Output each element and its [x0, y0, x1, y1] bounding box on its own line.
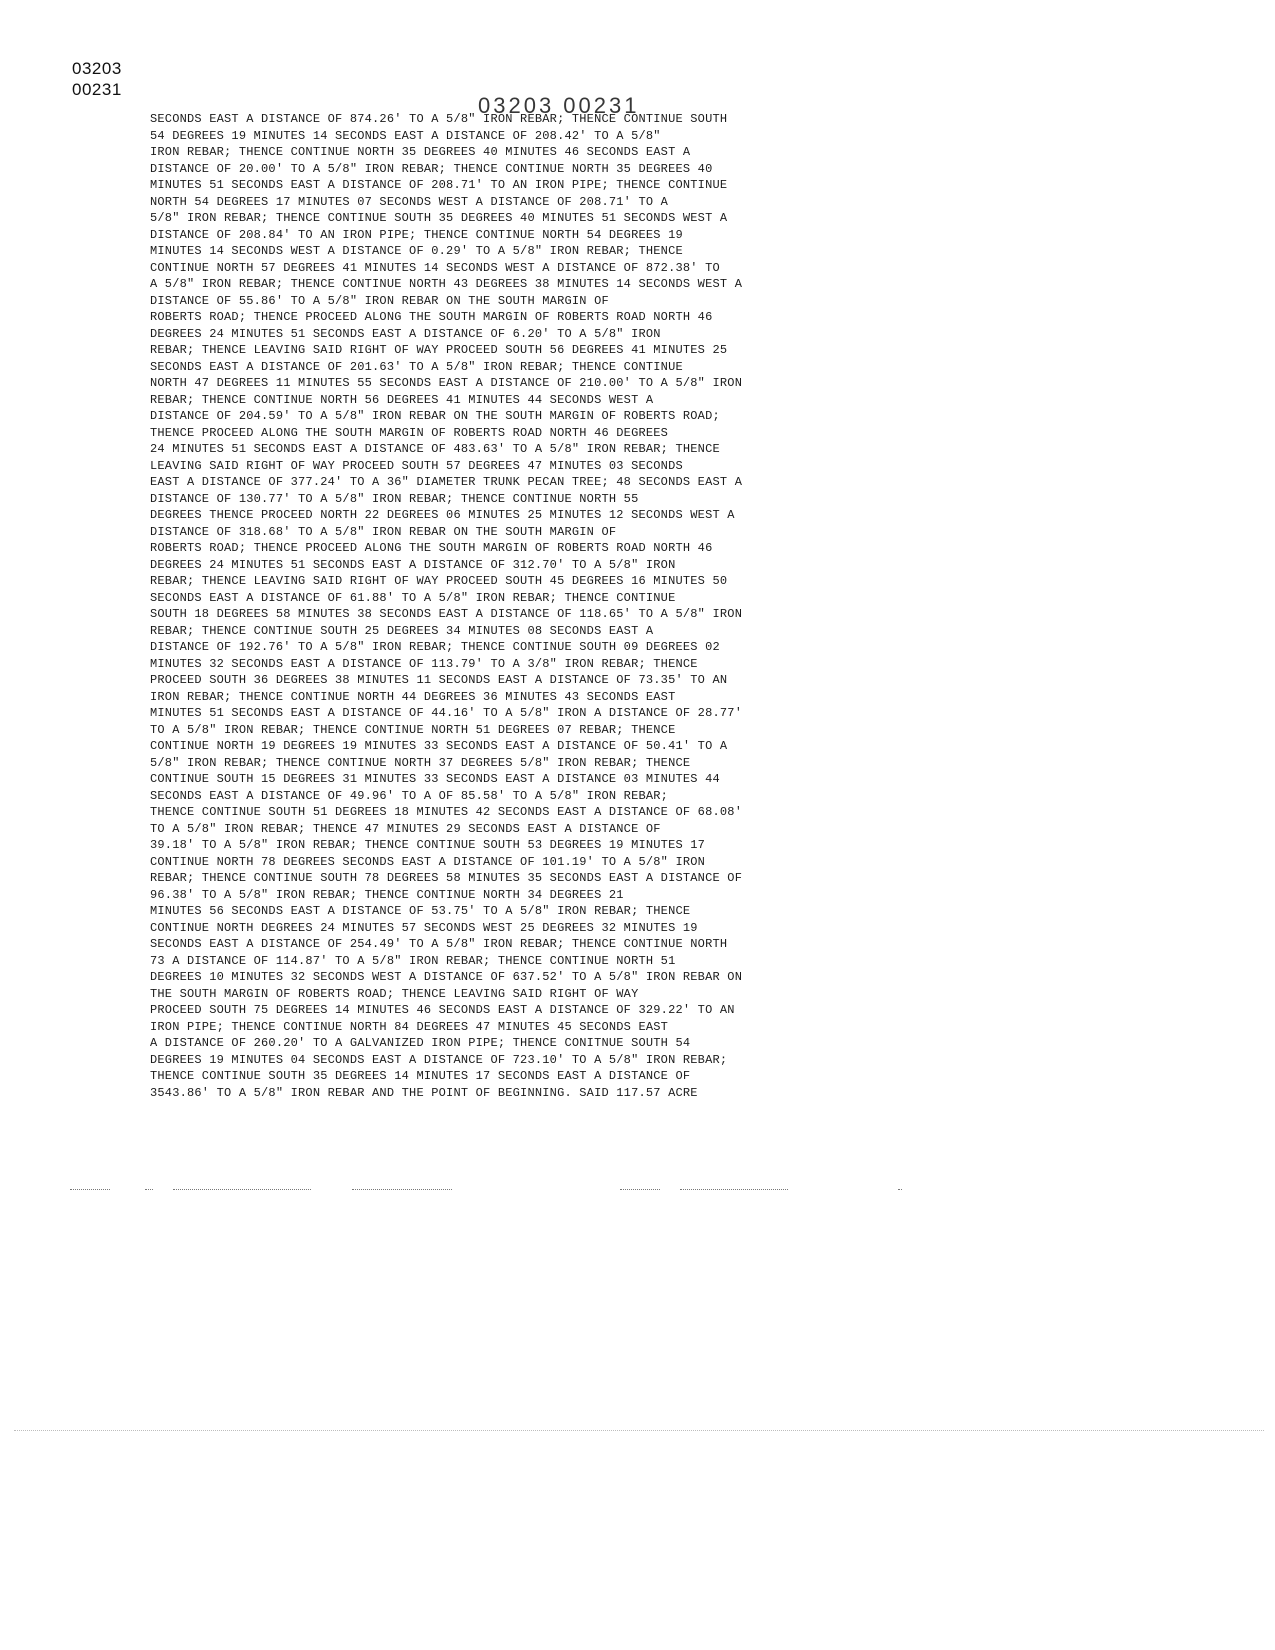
text-line: 24 MINUTES 51 SECONDS EAST A DISTANCE OF 483.63' TO A 5/8" IRON REBAR; THENCE	[150, 442, 720, 456]
text-line: CONTINUE NORTH 19 DEGREES 19 MINUTES 33 SECONDS EAST A DISTANCE OF 50.41' TO A	[150, 739, 728, 753]
text-line: REBAR; THENCE CONTINUE SOUTH 25 DEGREES 34 MINUTES 08 SECONDS EAST A	[150, 623, 654, 638]
text-line: DISTANCE OF 55.86' TO A 5/8" IRON REBAR ON THE SOUTH MARGIN OF	[150, 293, 609, 308]
text-line: DEGREES 24 MINUTES 51 SECONDS EAST A DISTANCE OF 6.20' TO A 5/8" IRON	[150, 326, 661, 341]
text-line: CONTINUE NORTH DEGREES 24 MINUTES 57 SECONDS WEST 25 DEGREES 32 MINUTES 19	[150, 920, 698, 935]
text-line: DEGREES 19 MINUTES 04 SECONDS EAST A DISTANCE OF 723.10' TO A 5/8" IRON REBAR;	[150, 1052, 728, 1067]
text-line: 39.18' TO A 5/8" IRON REBAR; THENCE CONTINUE SOUTH 53 DEGREES 19 MINUTES 17	[150, 838, 706, 852]
scan-dash	[898, 1189, 902, 1190]
text-line: DISTANCE OF 204.59' TO A 5/8" IRON REBAR ON THE SOUTH MARGIN OF ROBERTS ROAD;	[150, 409, 720, 423]
scan-dash	[620, 1189, 660, 1190]
text-line: EAST A DISTANCE OF 377.24' TO A 36" DIAMETER TRUNK PECAN TREE; 48 SECONDS EAST A	[150, 475, 743, 489]
text-line: MINUTES 51 SECONDS EAST A DISTANCE OF 44.16' TO A 5/8" IRON A DISTANCE OF 28.77'	[150, 706, 743, 720]
text-line: TO A 5/8" IRON REBAR; THENCE CONTINUE NORTH 51 DEGREES 07 REBAR; THENCE	[150, 722, 676, 737]
text-line: ROBERTS ROAD; THENCE PROCEED ALONG THE SOUTH MARGIN OF ROBERTS ROAD NORTH 46	[150, 310, 713, 324]
text-line: A DISTANCE OF 260.20' TO A GALVANIZED IRON PIPE; THENCE CONITNUE SOUTH 54	[150, 1036, 691, 1050]
text-line: THENCE CONTINUE SOUTH 51 DEGREES 18 MINUTES 42 SECONDS EAST A DISTANCE OF 68.08'	[150, 805, 743, 819]
text-line: PROCEED SOUTH 75 DEGREES 14 MINUTES 46 SECONDS EAST A DISTANCE OF 329.22' TO AN	[150, 1003, 735, 1017]
text-line: DEGREES 24 MINUTES 51 SECONDS EAST A DISTANCE OF 312.70' TO A 5/8" IRON	[150, 557, 676, 572]
text-line: REBAR; THENCE LEAVING SAID RIGHT OF WAY PROCEED SOUTH 56 DEGREES 41 MINUTES 25	[150, 343, 728, 357]
text-line: DEGREES 10 MINUTES 32 SECONDS WEST A DISTANCE OF 637.52' TO A 5/8" IRON REBAR ON	[150, 970, 743, 984]
text-line: TO A 5/8" IRON REBAR; THENCE 47 MINUTES 29 SECONDS EAST A DISTANCE OF	[150, 821, 661, 836]
text-line: CONTINUE NORTH 57 DEGREES 41 MINUTES 14 SECONDS WEST A DISTANCE OF 872.38' TO	[150, 260, 720, 275]
text-line: THENCE CONTINUE SOUTH 35 DEGREES 14 MINUTES 17 SECONDS EAST A DISTANCE OF	[150, 1069, 691, 1083]
text-line: IRON REBAR; THENCE CONTINUE NORTH 35 DEGREES 40 MINUTES 46 SECONDS EAST A	[150, 145, 691, 159]
scan-dash	[173, 1189, 311, 1190]
text-line: REBAR; THENCE CONTINUE NORTH 56 DEGREES 41 MINUTES 44 SECONDS WEST A	[150, 392, 654, 407]
text-line: 73 A DISTANCE OF 114.87' TO A 5/8" IRON REBAR; THENCE CONTINUE NORTH 51	[150, 953, 676, 968]
reference-number-block	[72, 58, 122, 100]
scan-dash	[145, 1189, 153, 1190]
text-line: DISTANCE OF 20.00' TO A 5/8" IRON REBAR; THENCE CONTINUE NORTH 35 DEGREES 40	[150, 161, 713, 176]
text-line: MINUTES 32 SECONDS EAST A DISTANCE OF 113.79' TO A 3/8" IRON REBAR; THENCE	[150, 656, 698, 671]
text-line: MINUTES 14 SECONDS WEST A DISTANCE OF 0.29' TO A 5/8" IRON REBAR; THENCE	[150, 244, 683, 258]
text-line: REBAR; THENCE CONTINUE SOUTH 78 DEGREES 58 MINUTES 35 SECONDS EAST A DISTANCE OF	[150, 871, 743, 885]
text-line: IRON REBAR; THENCE CONTINUE NORTH 44 DEGREES 36 MINUTES 43 SECONDS EAST	[150, 689, 676, 704]
text-line: DEGREES THENCE PROCEED NORTH 22 DEGREES 06 MINUTES 25 MINUTES 12 SECONDS WEST A	[150, 508, 735, 522]
text-line: DISTANCE OF 192.76' TO A 5/8" IRON REBAR; THENCE CONTINUE SOUTH 09 DEGREES 02	[150, 640, 720, 654]
text-line: NORTH 54 DEGREES 17 MINUTES 07 SECONDS WEST A DISTANCE OF 208.71' TO A	[150, 194, 669, 209]
text-line: A 5/8" IRON REBAR; THENCE CONTINUE NORTH 43 DEGREES 38 MINUTES 14 SECONDS WEST A	[150, 277, 743, 291]
text-line: SECONDS EAST A DISTANCE OF 201.63' TO A 5/8" IRON REBAR; THENCE CONTINUE	[150, 359, 683, 374]
text-line: CONTINUE SOUTH 15 DEGREES 31 MINUTES 33 SECONDS EAST A DISTANCE 03 MINUTES 44	[150, 772, 720, 786]
scan-dash	[352, 1189, 452, 1190]
text-line: DISTANCE OF 130.77' TO A 5/8" IRON REBAR; THENCE CONTINUE NORTH 55	[150, 491, 639, 506]
text-line: SECONDS EAST A DISTANCE OF 61.88' TO A 5/8" IRON REBAR; THENCE CONTINUE	[150, 590, 676, 605]
book-number: 03203	[72, 59, 122, 78]
text-line: MINUTES 51 SECONDS EAST A DISTANCE OF 208.71' TO AN IRON PIPE; THENCE CONTINUE	[150, 178, 728, 192]
text-line: 96.38' TO A 5/8" IRON REBAR; THENCE CONTINUE NORTH 34 DEGREES 21	[150, 887, 624, 902]
text-line: DISTANCE OF 318.68' TO A 5/8" IRON REBAR ON THE SOUTH MARGIN OF	[150, 524, 617, 539]
text-line: 54 DEGREES 19 MINUTES 14 SECONDS EAST A DISTANCE OF 208.42' TO A 5/8"	[150, 128, 661, 143]
recording-stamp: 03203 00231	[478, 93, 640, 118]
text-line: SECONDS EAST A DISTANCE OF 49.96' TO A OF 85.58' TO A 5/8" IRON REBAR;	[150, 788, 669, 803]
text-line: NORTH 47 DEGREES 11 MINUTES 55 SECONDS EAST A DISTANCE OF 210.00' TO A 5/8" IRON	[150, 376, 743, 390]
text-line: SOUTH 18 DEGREES 58 MINUTES 38 SECONDS EAST A DISTANCE OF 118.65' TO A 5/8" IRON	[150, 607, 743, 621]
text-line: SECONDS EAST A DISTANCE OF 874.26' TO A 5/8" IRON REBAR; THENCE CONTINUE SOUTH	[150, 112, 728, 126]
text-line: PROCEED SOUTH 36 DEGREES 38 MINUTES 11 SECONDS EAST A DISTANCE OF 73.35' TO AN	[150, 673, 728, 687]
page-number: 00231	[72, 80, 122, 99]
scan-dash	[680, 1189, 788, 1190]
text-line: CONTINUE NORTH 78 DEGREES SECONDS EAST A DISTANCE OF 101.19' TO A 5/8" IRON	[150, 854, 706, 869]
text-line: DISTANCE OF 208.84' TO AN IRON PIPE; THENCE CONTINUE NORTH 54 DEGREES 19	[150, 227, 683, 242]
text-line: REBAR; THENCE LEAVING SAID RIGHT OF WAY PROCEED SOUTH 45 DEGREES 16 MINUTES 50	[150, 574, 728, 588]
scan-dash	[70, 1189, 110, 1190]
text-line: IRON PIPE; THENCE CONTINUE NORTH 84 DEGREES 47 MINUTES 45 SECONDS EAST	[150, 1019, 669, 1034]
text-line: THENCE PROCEED ALONG THE SOUTH MARGIN OF ROBERTS ROAD NORTH 46 DEGREES	[150, 425, 669, 440]
text-line: LEAVING SAID RIGHT OF WAY PROCEED SOUTH 57 DEGREES 47 MINUTES 03 SECONDS	[150, 458, 683, 473]
text-line: 3543.86' TO A 5/8" IRON REBAR AND THE POINT OF BEGINNING. SAID 117.57 ACRE	[150, 1085, 698, 1100]
text-line: SECONDS EAST A DISTANCE OF 254.49' TO A 5/8" IRON REBAR; THENCE CONTINUE NORTH	[150, 937, 728, 951]
text-line: MINUTES 56 SECONDS EAST A DISTANCE OF 53.75' TO A 5/8" IRON REBAR; THENCE	[150, 904, 691, 918]
text-line: ROBERTS ROAD; THENCE PROCEED ALONG THE SOUTH MARGIN OF ROBERTS ROAD NORTH 46	[150, 541, 713, 555]
scan-bottom-rule	[14, 1430, 1264, 1431]
legal-description-text	[150, 111, 865, 1101]
text-line: 5/8" IRON REBAR; THENCE CONTINUE SOUTH 35 DEGREES 40 MINUTES 51 SECONDS WEST A	[150, 211, 728, 225]
text-line: 5/8" IRON REBAR; THENCE CONTINUE NORTH 37 DEGREES 5/8" IRON REBAR; THENCE	[150, 755, 691, 770]
text-line: THE SOUTH MARGIN OF ROBERTS ROAD; THENCE LEAVING SAID RIGHT OF WAY	[150, 986, 639, 1001]
